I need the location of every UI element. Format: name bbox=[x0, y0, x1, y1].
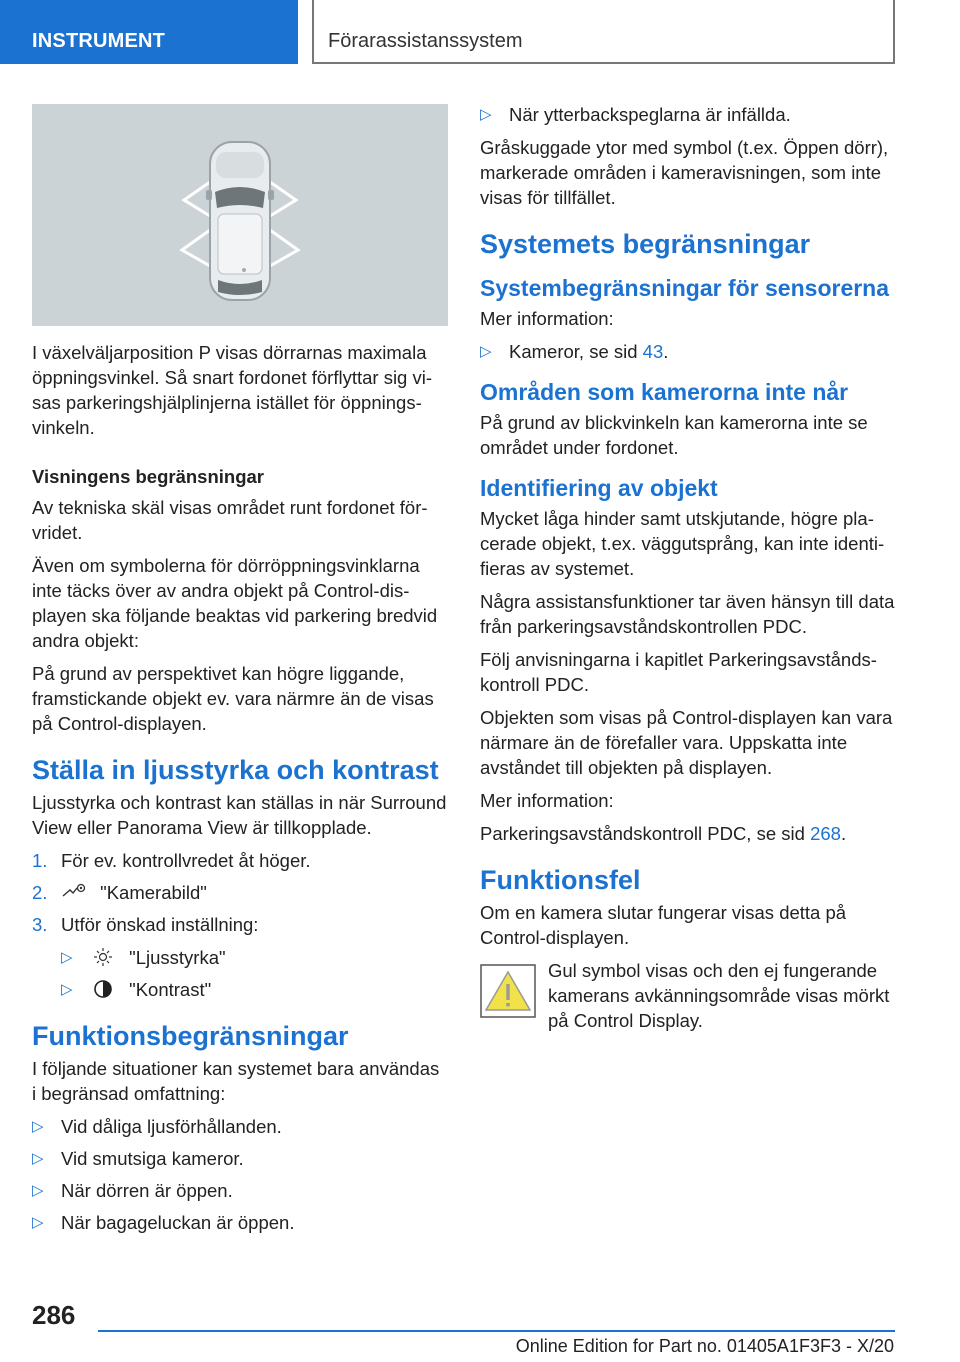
image-caption: I växelväljarposition P visas dörrarnas maximala öppningsvinkel. Så snart fordonet förflyttar sig visas parkeringshjälplinjerna istället för öppningsvinkeln. bbox=[32, 342, 433, 438]
chapter-tab bbox=[312, 0, 895, 64]
camera-ref-list bbox=[480, 339, 896, 364]
func-limits-intro: I följande situationer kan systemet bara användas i begränsad omfattning: bbox=[32, 1058, 440, 1104]
substep-text: "Ljusstyrka" bbox=[129, 947, 226, 968]
section-title: INSTRUMENT bbox=[32, 30, 166, 52]
left-column bbox=[32, 104, 448, 1243]
list-item-text: Kameror, se sid bbox=[509, 341, 643, 362]
bullet-triangle-icon: ▷ bbox=[32, 1150, 44, 1167]
list-item bbox=[32, 1146, 448, 1171]
contrast-icon bbox=[90, 979, 116, 999]
identification-paragraph-1: Mycket låga hinder samt utskjutande, högre placerade objekt, t.ex. väggutsprång, kan inte identifieras av systemet. bbox=[480, 508, 885, 579]
identification-heading: Identifiering av objekt bbox=[480, 475, 718, 501]
warning-block bbox=[480, 958, 896, 1033]
list-item-text: Vid smutsiga kameror. bbox=[61, 1148, 244, 1169]
list-item bbox=[32, 1178, 448, 1203]
warning-text: Gul symbol visas och den ej fungerande kamerans avkänningsområde visas mörkt på Control Display. bbox=[548, 960, 890, 1031]
step-text: För ev. kontrollvredet åt höger. bbox=[61, 850, 311, 871]
list-item-text: När bagageluckan är öppen. bbox=[61, 1212, 295, 1233]
more-info-label: Mer information: bbox=[480, 308, 614, 329]
bullet-triangle-icon: ▷ bbox=[32, 1118, 44, 1135]
camera-settings-icon bbox=[61, 882, 87, 902]
sun-icon bbox=[90, 947, 116, 967]
bullet-triangle-icon: ▷ bbox=[480, 106, 492, 123]
view-limits-heading: Visningens begränsningar bbox=[32, 466, 264, 487]
edition-text: Online Edition for Part no. 01405A1F3F3 - X/20 bbox=[515, 1336, 894, 1356]
bullet-triangle-icon: ▷ bbox=[61, 981, 73, 998]
areas-heading: Områden som kamerorna inte når bbox=[480, 379, 849, 405]
page-link-268[interactable]: 268 bbox=[810, 823, 841, 844]
right-column bbox=[480, 102, 896, 1041]
view-limits-paragraph-3: På grund av perspektivet kan högre liggande, framstickande objekt ev. vara närmre än de visas på Control-displayen. bbox=[32, 663, 434, 734]
brightness-heading: Ställa in ljusstyrka och kontrast bbox=[32, 755, 439, 785]
view-limits-paragraph-1: Av tekniska skäl visas området runt fordonet förvridet. bbox=[32, 497, 428, 543]
bullet-triangle-icon: ▷ bbox=[480, 343, 492, 360]
step-number: 2. bbox=[32, 882, 48, 903]
page-number: 286 bbox=[32, 1300, 76, 1330]
areas-paragraph: På grund av blickvinkeln kan kamerorna inte se området under fordonet. bbox=[480, 412, 868, 458]
car-top-view-icon bbox=[32, 104, 448, 326]
identification-paragraph-2: Några assistansfunktioner tar även hänsyn till data från parkeringsavståndskontrollen PDC. bbox=[480, 591, 895, 637]
step-item bbox=[32, 912, 448, 937]
step-text: Utför önskad inställning: bbox=[61, 914, 259, 935]
malfunction-paragraph: Om en kamera slutar fungerar visas detta på Control-displayen. bbox=[480, 902, 847, 948]
car-door-angle-illustration bbox=[32, 104, 448, 326]
func-limits-heading: Funktionsbegränsningar bbox=[32, 1021, 349, 1051]
list-item-text: När ytterbackspeglarna är infällda. bbox=[509, 104, 791, 125]
pdc-reference-text: Parkeringsavståndskontroll PDC, se sid bbox=[480, 823, 811, 844]
brightness-intro: Ljusstyrka och kontrast kan ställas in när Surround View eller Panorama View är tillkopplade. bbox=[32, 792, 447, 838]
list-item bbox=[480, 102, 896, 127]
list-item-text: När dörren är öppen. bbox=[61, 1180, 233, 1201]
malfunction-heading: Funktionsfel bbox=[480, 865, 641, 895]
identification-paragraph-3: Följ anvisningarna i kapitlet Parkeringsavståndskontroll PDC. bbox=[480, 649, 877, 695]
section-tab bbox=[0, 0, 298, 64]
step-text: "Kamerabild" bbox=[100, 882, 207, 903]
steps-list bbox=[32, 848, 448, 937]
step-number: 3. bbox=[32, 914, 48, 935]
substep-item bbox=[32, 945, 448, 970]
view-limits-paragraph-2: Även om symbolerna för dörröppningsvinklarna inte täcks över av andra objekt på Control-displayen ska följande beaktas vid parkering bredvid andra objekt: bbox=[32, 555, 438, 651]
list-item bbox=[32, 1114, 448, 1139]
mirror-list bbox=[480, 102, 896, 127]
grey-areas-paragraph: Gråskuggade ytor med symbol (t.ex. Öppen dörr), markerade områden i kameravisningen, som inte visas för tillfället. bbox=[480, 137, 889, 208]
list-item bbox=[32, 1210, 448, 1235]
func-limits-list bbox=[32, 1114, 448, 1235]
step-item bbox=[32, 848, 448, 873]
identification-paragraph-4: Objekten som visas på Control-displayen kan vara närmare än de förefaller vara. Uppskatta inte avståndet till objekten på displayen. bbox=[480, 707, 893, 778]
sensor-limits-heading: Systembegränsningar för sensorerna bbox=[480, 275, 890, 301]
step-item bbox=[32, 880, 448, 905]
substep-text: "Kontrast" bbox=[129, 979, 212, 1000]
more-info-label: Mer information: bbox=[480, 790, 614, 811]
list-item: ▷ Kameror, se sid 43. bbox=[480, 341, 669, 362]
chapter-title: Förarassistanssystem bbox=[328, 30, 523, 52]
substep-item bbox=[32, 977, 448, 1002]
list-item-text: Vid dåliga ljusförhållanden. bbox=[61, 1116, 282, 1137]
bullet-triangle-icon: ▷ bbox=[61, 949, 73, 966]
warning-triangle-icon bbox=[480, 964, 536, 1018]
page-link-43[interactable]: 43 bbox=[642, 341, 664, 362]
system-limits-heading: Systemets begränsningar bbox=[480, 229, 811, 259]
bullet-triangle-icon: ▷ bbox=[32, 1182, 44, 1199]
bullet-triangle-icon: ▷ bbox=[32, 1214, 44, 1231]
substeps-list bbox=[32, 945, 448, 1002]
pdc-reference: Parkeringsavståndskontroll PDC, se sid 268. bbox=[480, 823, 847, 844]
step-number: 1. bbox=[32, 850, 48, 871]
footer-divider bbox=[98, 1330, 895, 1332]
